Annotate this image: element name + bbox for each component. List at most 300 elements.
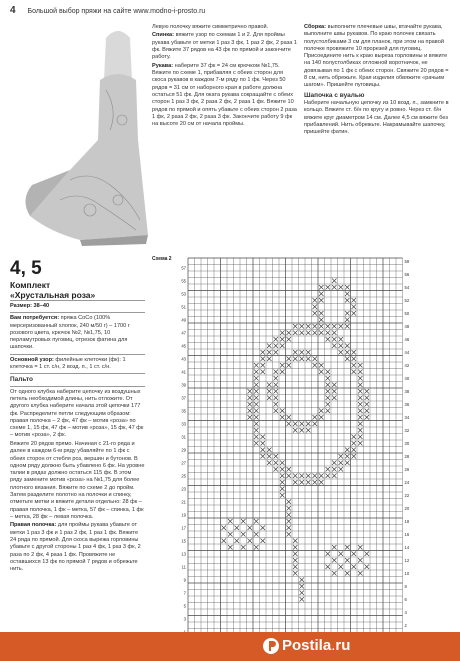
chart-cross-mark <box>293 571 298 576</box>
chart-cross-mark <box>300 357 305 362</box>
chart-cross-mark <box>300 597 305 602</box>
footer-brand-name: Postila <box>282 637 332 654</box>
chart-cross-mark <box>332 467 337 472</box>
row-label: 10 <box>404 571 410 577</box>
page-number: 4 <box>10 5 16 16</box>
chart-cross-mark <box>293 357 298 362</box>
row-label: 29 <box>181 447 186 453</box>
row-label: 58 <box>404 259 410 265</box>
coat-paragraph-2: Вяжите 20 рядов прямо. Начиная с 21-го ряда и далее в каждом 6-м ряду убавляйте по 1 фк с обеих сторон от стебля роз, вершин и бутонов. В одном ряду должно быть убавлено 6 фк. На уровне талии в рядах должно остаться 115 фк. В этом ряду замените мотив «роза» на №1,75 для более плотного вязания. Вяжите по схеме 2 до пройм. Затем разделите полотно на полочки и спинку, отметьте метки и вяжите детали отдельно: 28 фк – правая полочка, 1 фк – метка, 57 фк – спинка, 1 фк – метка, 28 фк – левая полочка. <box>10 440 145 520</box>
chart-cross-mark <box>352 435 357 440</box>
row-label: 56 <box>404 272 410 278</box>
chart-cross-mark <box>319 285 324 290</box>
chart-cross-mark <box>261 357 266 362</box>
chart-cross-mark <box>254 363 259 368</box>
right-front-text: Правая полочка: для проймы рукава убавьте от метки 1 раз 3 фк и 1 раз 2 фк, 1 раз 1 фк. Вяжите 24 ряда по прямой. Для скоса вырежа горловины убавьте с другой стороны 1 раз 4 фк, 1 раз 3 фк, 2 раза по 2 фк, 4 раза 1 фк. Провяжите не оставшихся 13 фк по прямой 7 рядов и обрежьте нить. <box>10 522 141 573</box>
row-label: 4 <box>404 610 407 616</box>
chart-cross-mark <box>339 461 344 466</box>
row-label: 37 <box>181 395 186 401</box>
row-label: 34 <box>404 415 410 421</box>
chart-cross-mark <box>300 480 305 485</box>
chart-cross-mark <box>280 337 285 342</box>
chart-cross-mark <box>293 539 298 544</box>
chart-cross-mark <box>332 396 337 401</box>
chart-cross-mark <box>280 363 285 368</box>
chart-cross-mark <box>300 331 305 336</box>
header-text: Большой выбор пряжи на сайте www.modno-i-prosto.ru <box>27 8 206 15</box>
chart-cross-mark <box>261 370 266 375</box>
chart-cross-mark <box>345 558 350 563</box>
chart-cross-mark <box>313 331 318 336</box>
chart-cross-mark <box>332 331 337 336</box>
materials-text: Вам потребуется: пряжа CoCo (100% мерсеризованный хлопок, 240 м/50 г) – 1700 г розового цвета, крючок №2, №1,75, 10 перламутровых пуговиц, отрезок фатина для шапочки. <box>10 315 130 351</box>
row-label: 18 <box>404 519 410 525</box>
row-label: 33 <box>181 421 186 427</box>
chart-cross-mark <box>300 428 305 433</box>
chart-cross-mark <box>274 461 279 466</box>
chart-cross-mark <box>293 324 298 329</box>
model-photo <box>10 20 150 248</box>
divider <box>10 312 145 313</box>
crochet-chart <box>166 256 426 641</box>
row-label: 11 <box>181 564 186 570</box>
chart-cross-mark <box>261 435 266 440</box>
chart-cross-mark <box>241 532 246 537</box>
chart-cross-mark <box>280 487 285 492</box>
row-label: 9 <box>183 577 186 583</box>
row-label: 49 <box>181 317 186 323</box>
postila-logo-icon <box>262 637 280 655</box>
chart-cross-mark <box>319 480 324 485</box>
row-label: 12 <box>404 558 410 564</box>
chart-cross-mark <box>293 558 298 563</box>
chart-cross-mark <box>319 298 324 303</box>
chart-cross-mark <box>254 519 259 524</box>
chart-cross-mark <box>287 526 292 531</box>
row-label: 57 <box>181 265 186 271</box>
row-label: 46 <box>404 337 410 343</box>
chart-cross-mark <box>254 428 259 433</box>
chart-cross-mark <box>254 396 259 401</box>
chart-cross-mark <box>293 474 298 479</box>
chart-cross-mark <box>280 415 285 420</box>
row-label: 17 <box>181 525 186 531</box>
row-label: 41 <box>181 369 186 375</box>
chart-cross-mark <box>274 376 279 381</box>
chart-cross-mark <box>365 415 370 420</box>
chart-cross-mark <box>313 357 318 362</box>
chart-cross-mark <box>254 376 259 381</box>
footer-brand: Postila.ru <box>282 637 351 654</box>
chart-cross-mark <box>267 383 272 388</box>
chart-cross-mark <box>358 409 363 414</box>
chart-cross-mark <box>300 584 305 589</box>
chart-cross-mark <box>358 571 363 576</box>
chart-cross-mark <box>326 409 331 414</box>
footer-brand-domain: ru <box>335 637 351 654</box>
chart-cross-mark <box>339 285 344 290</box>
chart-cross-mark <box>235 539 240 544</box>
chart-cross-mark <box>261 454 266 459</box>
footer-bar <box>0 632 460 661</box>
chart-cross-mark <box>358 415 363 420</box>
chart-cross-mark <box>267 461 272 466</box>
chart-cross-mark <box>280 480 285 485</box>
chart-cross-mark <box>254 409 259 414</box>
chart-cross-mark <box>274 454 279 459</box>
chart-cross-mark <box>287 331 292 336</box>
row-label: 51 <box>181 304 186 310</box>
row-label: 25 <box>181 473 186 479</box>
chart-cross-mark <box>319 311 324 316</box>
chart-cross-mark <box>365 409 370 414</box>
chart-cross-mark <box>332 279 337 284</box>
chart-cross-mark <box>280 344 285 349</box>
row-label: 6 <box>404 597 407 603</box>
row-label: 55 <box>181 278 186 284</box>
chart-cross-mark <box>228 545 233 550</box>
chart-cross-mark <box>352 448 357 453</box>
chart-cross-mark <box>287 519 292 524</box>
hat-heading: Шапочка с вуалью <box>304 91 365 99</box>
chart-cross-mark <box>313 305 318 310</box>
chart-cross-mark <box>319 409 324 414</box>
chart-cross-mark <box>254 389 259 394</box>
chart-cross-mark <box>300 422 305 427</box>
chart-cross-mark <box>248 415 253 420</box>
chart-cross-mark <box>319 370 324 375</box>
chart-cross-mark <box>254 545 259 550</box>
chart-cross-mark <box>319 415 324 420</box>
chart-cross-mark <box>293 428 298 433</box>
row-label: 3 <box>183 616 186 622</box>
chart-cross-mark <box>254 435 259 440</box>
chart-cross-mark <box>339 454 344 459</box>
chart-cross-mark <box>222 526 227 531</box>
chart-cross-mark <box>306 480 311 485</box>
chart-cross-mark <box>345 298 350 303</box>
row-label: 40 <box>404 376 410 382</box>
chart-cross-mark <box>319 324 324 329</box>
row-label: 13 <box>181 551 186 557</box>
row-label: 24 <box>404 480 410 486</box>
chart-cross-mark <box>261 539 266 544</box>
chart-cross-mark <box>345 311 350 316</box>
chart-cross-mark <box>358 376 363 381</box>
row-label: 39 <box>181 382 186 388</box>
chart-cross-mark <box>267 357 272 362</box>
chart-cross-mark <box>274 389 279 394</box>
chart-cross-mark <box>267 344 272 349</box>
chart-cross-mark <box>339 337 344 342</box>
chart-cross-mark <box>365 389 370 394</box>
pattern-text: Основной узор: филейные клеточки (фк): 1 клеточка = 1 ст. с/н, 2 возд. п., 1 ст. с/н. <box>10 356 126 371</box>
chart-cross-mark <box>332 344 337 349</box>
row-label: 35 <box>181 408 186 414</box>
chart-cross-mark <box>274 409 279 414</box>
chart-cross-mark <box>352 565 357 570</box>
chart-cross-mark <box>352 357 357 362</box>
chart-cross-mark <box>358 363 363 368</box>
chart-cross-mark <box>254 370 259 375</box>
chart-cross-mark <box>352 305 357 310</box>
chart-cross-mark <box>326 376 331 381</box>
hat-text: Наберите начальную цепочку из 10 возд. п., замкните в кольцо. Вяжите ст. б/н по кругу и ровно. Через ст. б/н вяжите круг диаметром 14 см. Далее 4,5 см вяжите без прибавлений. Нить обрежьте. Накрамывайте шапочку, пришейте фатин. <box>304 99 449 136</box>
chart-cross-mark <box>332 324 337 329</box>
chart-cross-mark <box>326 389 331 394</box>
row-label: 31 <box>181 434 186 440</box>
chart-cross-mark <box>358 545 363 550</box>
chart-cross-mark <box>254 441 259 446</box>
chart-cross-mark <box>293 350 298 355</box>
chart-cross-mark <box>248 396 253 401</box>
chart-cross-mark <box>287 532 292 537</box>
row-label: 19 <box>181 512 186 518</box>
chart-cross-mark <box>228 519 233 524</box>
chart-cross-mark <box>274 350 279 355</box>
chart-cross-mark <box>300 578 305 583</box>
row-label: 53 <box>181 291 186 297</box>
row-label: 32 <box>404 428 410 434</box>
chart-cross-mark <box>339 565 344 570</box>
chart-cross-mark <box>319 474 324 479</box>
chart-cross-mark <box>306 350 311 355</box>
chart-cross-mark <box>345 344 350 349</box>
chart-cross-mark <box>313 480 318 485</box>
chart-cross-mark <box>287 415 292 420</box>
chart-cross-mark <box>261 448 266 453</box>
chart-cross-mark <box>274 337 279 342</box>
row-label: 8 <box>404 584 407 590</box>
chart-cross-mark <box>319 363 324 368</box>
chart-cross-mark <box>248 409 253 414</box>
chart-cross-mark <box>313 324 318 329</box>
row-label: 20 <box>404 506 410 512</box>
chart-cross-mark <box>274 344 279 349</box>
chart-cross-mark <box>241 519 246 524</box>
row-label: 30 <box>404 441 410 447</box>
chart-cross-mark <box>365 552 370 557</box>
chart-cross-mark <box>261 526 266 531</box>
chart-cross-mark <box>358 402 363 407</box>
chart-cross-mark <box>300 350 305 355</box>
row-label: 2 <box>404 623 407 629</box>
back-text: Спинка: вяжите узор по схемам 1 и 2. Для проймы рукава убавьте от метки 1 раз 3 фк, 1 раз 2 фк, 2 раза 1 фк. Вяжите 37 рядов на 43 фк по прямой и закончите работу. <box>152 32 298 61</box>
chart-cross-mark <box>293 565 298 570</box>
row-label: 38 <box>404 389 410 395</box>
chart-cross-mark <box>313 474 318 479</box>
divider <box>10 373 145 374</box>
chart-cross-mark <box>254 422 259 427</box>
chart-cross-mark <box>358 441 363 446</box>
chart-cross-mark <box>287 474 292 479</box>
chart-cross-mark <box>326 565 331 570</box>
chart-cross-mark <box>345 545 350 550</box>
chart-cross-mark <box>313 415 318 420</box>
chart-cross-mark <box>345 350 350 355</box>
chart-cross-mark <box>313 311 318 316</box>
chart-cross-mark <box>339 350 344 355</box>
chart-cross-mark <box>352 370 357 375</box>
chart-cross-mark <box>300 324 305 329</box>
column-middle <box>152 24 298 130</box>
chart-cross-mark <box>365 565 370 570</box>
sleeve-text: Рукава: наберите 37 фк = 24 см крючком №1,75. Вяжите по схеме 1, прибавляя с обеих сторон для скоса рукавов в каждом 7-м ряду по 1 фк. Через 50 рядов = 31 см от наборного края в работе должна остаться 51 фк. Для оката рукава сокращайте с обеих сторон 1 раз 3 фк, 2 раза 2 фк, 2 раза 1 фк. Вяжите 10 рядов по прямой и опять убавьте с обеих сторон 2 раза 1 фк, 2 раза 2 фк, 2 раза 3 фк. Закончите работу 9 фк на высоте 20 см от начала проймы. <box>152 62 297 128</box>
project-title-line1: Комплект <box>10 280 51 290</box>
chart-cross-mark <box>287 513 292 518</box>
row-label: 36 <box>404 402 410 408</box>
chart-cross-mark <box>358 396 363 401</box>
chart-cross-mark <box>345 292 350 297</box>
chart-cross-mark <box>352 311 357 316</box>
chart-cross-mark <box>267 396 272 401</box>
chart-cross-mark <box>287 506 292 511</box>
chart-cross-mark <box>293 480 298 485</box>
chart-cross-mark <box>254 383 259 388</box>
chart-cross-mark <box>345 448 350 453</box>
chart-cross-mark <box>358 370 363 375</box>
chart-cross-mark <box>345 285 350 290</box>
chart-cross-mark <box>319 331 324 336</box>
assembly-text: Сборка: выполните плечевые швы, втачайте рукава, выполните швы рукавов. По краю полочек связать полустолбиками 3 см для планок, при этом на правой полочке провяжите 10 прорезей для пуговиц. Присоедините нить к краю выреза горловины и вяжите на 140 полустолбиках отложной воротничок, не довязывая по 1 фк с обеих сторон. Свяжите 20 рядов = 8 см, нить обрежьте. Края изделия обвяжите «рачьим шагом». Пришейте пуговицы. <box>304 24 449 89</box>
chart-cross-mark <box>313 363 318 368</box>
column-left <box>10 298 145 575</box>
size-text: Размер: 38–40 <box>10 303 50 309</box>
row-label: 14 <box>404 545 410 551</box>
row-label: 15 <box>181 538 186 544</box>
chart-cross-mark <box>267 448 272 453</box>
chart-cross-mark <box>293 422 298 427</box>
row-label: 43 <box>181 356 186 362</box>
row-label: 54 <box>404 285 410 291</box>
chart-cross-mark <box>332 461 337 466</box>
chart-cross-mark <box>332 571 337 576</box>
section-number: 4, 5 <box>10 258 42 279</box>
row-label: 21 <box>181 499 186 505</box>
chart-cross-mark <box>326 383 331 388</box>
chart-cross-mark <box>293 552 298 557</box>
chart-cross-mark <box>287 422 292 427</box>
chart-cross-mark <box>332 474 337 479</box>
chart-cross-mark <box>352 441 357 446</box>
row-label: 16 <box>404 532 410 538</box>
chart-cross-mark <box>345 357 350 362</box>
chart-cross-mark <box>358 558 363 563</box>
chart-cross-mark <box>306 422 311 427</box>
chart-cross-mark <box>332 558 337 563</box>
chart-cross-mark <box>306 324 311 329</box>
chart-cross-mark <box>326 402 331 407</box>
row-label: 7 <box>183 590 186 596</box>
chart-cross-mark <box>248 526 253 531</box>
chart-cross-mark <box>326 337 331 342</box>
chart-cross-mark <box>280 474 285 479</box>
chart-cross-mark <box>228 532 233 537</box>
chart-cross-mark <box>261 350 266 355</box>
chart-cross-mark <box>339 467 344 472</box>
chart-cross-mark <box>326 467 331 472</box>
coat-paragraph-1: От одного клубка наберите цепочку из воздушных петель необходимой длины, нить отложите. От другого клубка наберите начала этой цепочки 177 фк. Распределите петли следующим образом: правая полочка – 2 фк, 47 фк – мотив «роза» по схеме 1, 15 фк, 47 фк – мотив «роза», 15 фк, 47 фк – мотив «роза», 2 фк. <box>10 388 144 439</box>
chart-cross-mark <box>287 467 292 472</box>
row-label: 52 <box>404 298 410 304</box>
chart-cross-mark <box>345 318 350 323</box>
chart-cross-mark <box>339 324 344 329</box>
chart-cross-mark <box>248 402 253 407</box>
chart-cross-mark <box>365 402 370 407</box>
row-label: 23 <box>181 486 186 492</box>
chart-cross-mark <box>326 474 331 479</box>
chart-cross-mark <box>326 552 331 557</box>
chart-cross-mark <box>332 389 337 394</box>
chart-cross-mark <box>300 474 305 479</box>
project-title-line2: «Хрустальная роза» <box>10 290 96 300</box>
chart-cross-mark <box>313 298 318 303</box>
chart-caption: Схема 2 <box>152 256 172 262</box>
chart-cross-mark <box>345 324 350 329</box>
row-label: 48 <box>404 324 410 330</box>
chart-cross-mark <box>345 461 350 466</box>
chart-cross-mark <box>293 545 298 550</box>
chart-cross-mark <box>352 454 357 459</box>
chart-cross-mark <box>326 324 331 329</box>
page-header <box>10 5 205 16</box>
chart-cross-mark <box>345 454 350 459</box>
chart-cross-mark <box>358 389 363 394</box>
chart-cross-mark <box>358 422 363 427</box>
divider <box>10 354 145 355</box>
row-label: 44 <box>404 350 410 356</box>
chart-cross-mark <box>352 552 357 557</box>
row-label: 47 <box>181 330 186 336</box>
chart-cross-mark <box>280 461 285 466</box>
chart-cross-mark <box>358 383 363 388</box>
chart-cross-mark <box>267 389 272 394</box>
chart-cross-mark <box>306 357 311 362</box>
row-label: 42 <box>404 363 410 369</box>
left-front-text: Левую полочку вяжите симметрично правой. <box>152 24 269 30</box>
chart-cross-mark <box>287 363 292 368</box>
chart-cross-mark <box>352 350 357 355</box>
chart-cross-mark <box>248 539 253 544</box>
column-right <box>304 24 450 138</box>
chart-cross-mark <box>326 331 331 336</box>
chart-cross-mark <box>313 422 318 427</box>
chart-cross-mark <box>274 396 279 401</box>
chart-cross-mark <box>254 402 259 407</box>
chart-cross-mark <box>248 389 253 394</box>
chart-cross-mark <box>319 292 324 297</box>
chart-cross-mark <box>254 532 259 537</box>
chart-cross-mark <box>293 331 298 336</box>
row-label: 5 <box>183 603 186 609</box>
chart-cross-mark <box>306 428 311 433</box>
chart-cross-mark <box>326 285 331 290</box>
divider <box>10 386 145 387</box>
chart-cross-mark <box>280 370 285 375</box>
coat-heading: Пальто <box>10 376 33 384</box>
chart-cross-mark <box>319 318 324 323</box>
row-label: 45 <box>181 343 186 349</box>
chart-cross-mark <box>267 350 272 355</box>
row-label: 26 <box>404 467 410 473</box>
chart-cross-mark <box>352 363 357 368</box>
chart-cross-mark <box>332 285 337 290</box>
chart-cross-mark <box>254 415 259 420</box>
chart-cross-mark <box>287 337 292 342</box>
chart-cross-mark <box>261 363 266 368</box>
chart-cross-mark <box>306 474 311 479</box>
chart-cross-mark <box>261 441 266 446</box>
